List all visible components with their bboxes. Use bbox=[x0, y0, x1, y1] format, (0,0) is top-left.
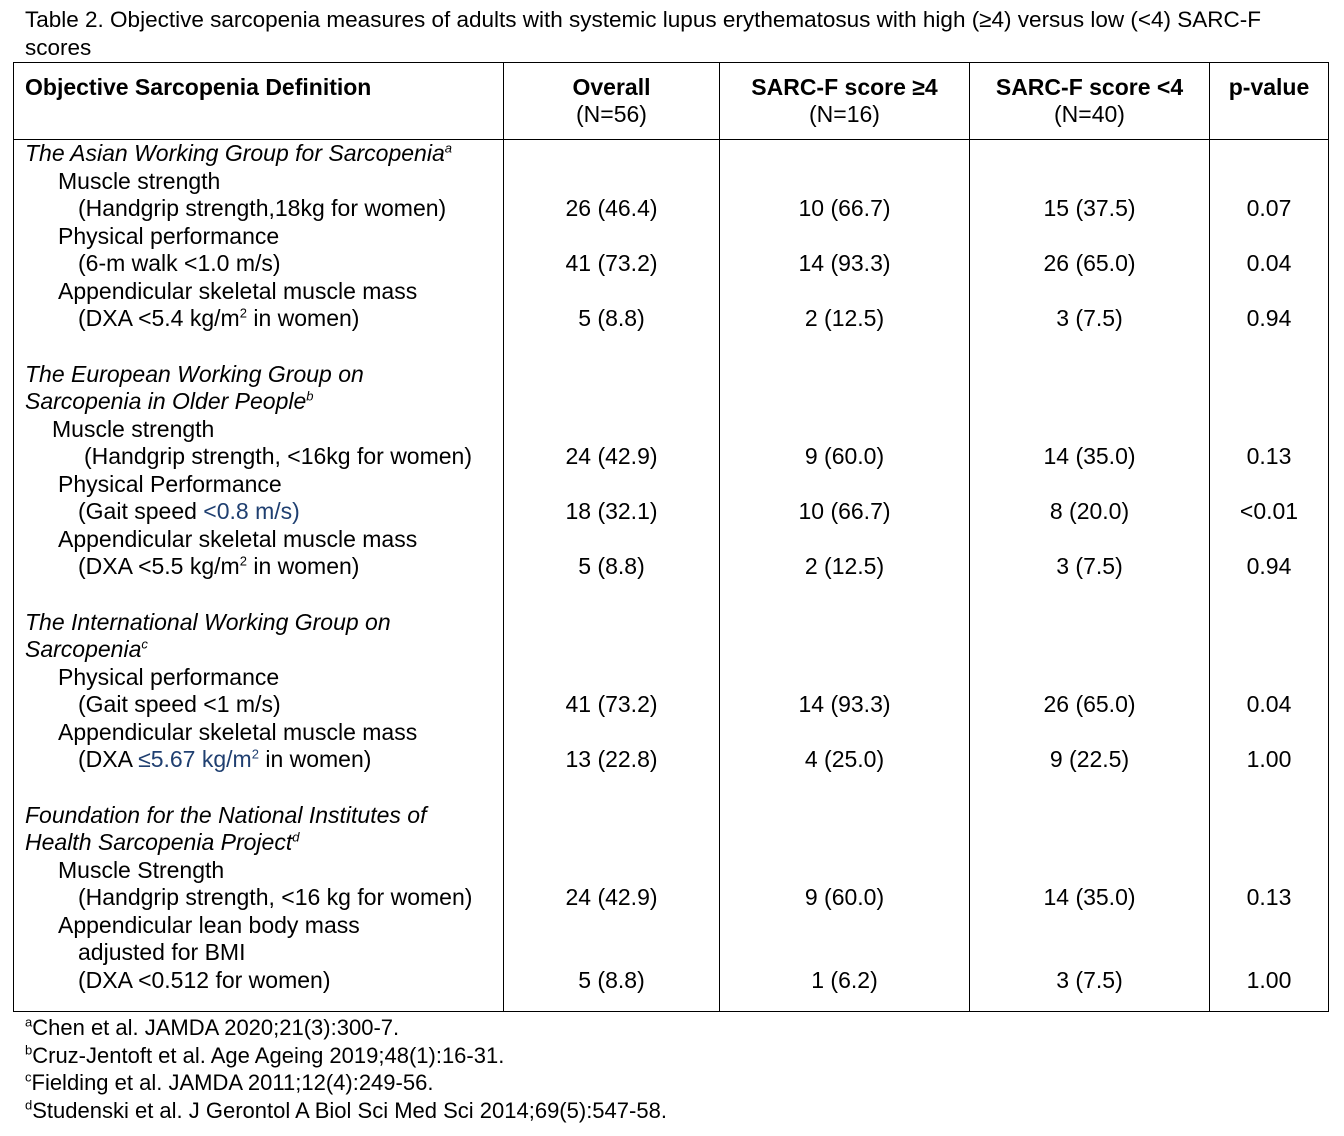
measure-label: Physical Performance bbox=[58, 470, 282, 497]
header-definition-label: Objective Sarcopenia Definition bbox=[25, 74, 372, 100]
criterion-label: (6-m walk <1.0 m/s) bbox=[78, 250, 281, 276]
header-overall-n: (N=56) bbox=[576, 101, 647, 127]
criterion-label: (Handgrip strength, <16kg for women) bbox=[84, 443, 473, 469]
measure-label: Physical performance bbox=[58, 222, 280, 249]
high-score-value: 10 (66.7) bbox=[798, 498, 891, 524]
overall-value: 5 (8.8) bbox=[578, 966, 645, 993]
criterion-label: (Handgrip strength, <16 kg for women) bbox=[78, 884, 473, 910]
overall-value: 13 (22.8) bbox=[565, 746, 658, 772]
section-title: Foundation for the National Institutes of bbox=[25, 801, 427, 828]
overall-value: 24 (42.9) bbox=[565, 443, 658, 469]
p-value: <0.01 bbox=[1239, 498, 1299, 524]
low-score-value: 8 (20.0) bbox=[1049, 498, 1130, 524]
table-caption: Table 2. Objective sarcopenia measures of adults with systemic lupus erythematosus with high (≥4) versus low (<4) SARC-F scores bbox=[25, 7, 1261, 60]
high-score-value: 10 (66.7) bbox=[798, 195, 891, 221]
criterion-label: (DXA <5.4 $kg/m^2$ in women) bbox=[78, 305, 360, 331]
p-value: 1.00 bbox=[1246, 746, 1292, 772]
overall-value: 26 (46.4) bbox=[565, 195, 658, 221]
footnote: $^c$Fielding et al. JAMDA 2011;12(4):249-56. bbox=[25, 1069, 434, 1095]
header-low-score bbox=[970, 63, 1210, 140]
overall-value: 24 (42.9) bbox=[565, 884, 658, 910]
header-high-n: (N=16) bbox=[809, 101, 880, 127]
low-score-value: 26 (65.0) bbox=[1043, 691, 1136, 717]
low-score-value: 14 (35.0) bbox=[1043, 443, 1136, 469]
section-title: The Asian Working Group for Sarcopenia$^a$ bbox=[25, 140, 452, 166]
high-score-value: 4 (25.0) bbox=[804, 746, 885, 772]
section-title: The International Working Group on bbox=[25, 608, 391, 635]
section-title-cont: Sarcopenia in Older People$^b$ bbox=[25, 388, 314, 414]
low-score-value: 9 (22.5) bbox=[1049, 746, 1130, 772]
high-score-value: 14 (93.3) bbox=[798, 250, 891, 276]
p-value: 0.94 bbox=[1246, 305, 1292, 331]
p-value: 0.04 bbox=[1246, 691, 1292, 717]
footnote: $^d$Studenski et al. J Gerontol A Biol Sci Med Sci 2014;69(5):547-58. bbox=[25, 1097, 667, 1123]
high-score-column bbox=[720, 140, 970, 1012]
header-high-title: SARC-F score ≥4 bbox=[751, 74, 938, 100]
high-score-value: 2 (12.5) bbox=[804, 305, 885, 331]
table-body-row bbox=[14, 140, 1329, 1012]
criterion-label: (DXA ≤5.67 $kg/m^2$ in women) bbox=[78, 746, 372, 772]
section-title-cont: Health Sarcopenia Project$^d$ bbox=[25, 829, 300, 855]
overall-column bbox=[504, 140, 720, 1012]
p-value: 1.00 bbox=[1246, 966, 1292, 993]
footnote: $^a$Chen et al. JAMDA 2020;21(3):300-7. bbox=[25, 1014, 400, 1040]
p-value-column bbox=[1210, 140, 1329, 1012]
overall-value: 5 (8.8) bbox=[578, 553, 645, 579]
footnotes bbox=[25, 1014, 667, 1124]
criterion-label: (Gait speed <1 m/s) bbox=[78, 691, 281, 717]
measure-label: Appendicular lean body mass bbox=[58, 911, 360, 938]
measure-label: Appendicular skeletal muscle mass bbox=[58, 277, 418, 304]
high-score-value: 14 (93.3) bbox=[798, 691, 891, 717]
header-definition bbox=[14, 63, 504, 140]
section-title: The European Working Group on bbox=[25, 360, 364, 387]
measure-label: Muscle Strength bbox=[58, 856, 225, 883]
definition-column bbox=[14, 140, 504, 1012]
header-overall bbox=[504, 63, 720, 140]
low-score-value: 14 (35.0) bbox=[1043, 884, 1136, 910]
sarcopenia-table bbox=[13, 62, 1329, 1012]
high-score-value: 1 (6.2) bbox=[811, 966, 878, 993]
overall-value: 18 (32.1) bbox=[565, 498, 658, 524]
header-row bbox=[14, 63, 1329, 140]
low-score-value: 3 (7.5) bbox=[1056, 305, 1123, 331]
measure-label: Muscle strength bbox=[52, 415, 215, 442]
criterion-label: (DXA <0.512 for women) bbox=[78, 966, 331, 993]
measure-label: Muscle strength bbox=[58, 167, 221, 194]
p-value: 0.07 bbox=[1246, 195, 1292, 221]
p-value: 0.04 bbox=[1246, 250, 1292, 276]
measure-label-cont: adjusted for BMI bbox=[78, 939, 246, 965]
footnote: $^b$Cruz-Jentoft et al. Age Ageing 2019;48(1):16-31. bbox=[25, 1042, 505, 1068]
low-score-value: 3 (7.5) bbox=[1056, 966, 1123, 993]
overall-value: 41 (73.2) bbox=[565, 691, 658, 717]
high-score-value: 2 (12.5) bbox=[804, 553, 885, 579]
overall-value: 5 (8.8) bbox=[578, 305, 645, 331]
criterion-label: (DXA <5.5 $kg/m^2$ in women) bbox=[78, 553, 360, 579]
header-p-label: p-value bbox=[1228, 74, 1310, 100]
low-score-value: 26 (65.0) bbox=[1043, 250, 1136, 276]
header-overall-title: Overall bbox=[572, 74, 651, 100]
high-score-value: 9 (60.0) bbox=[804, 443, 885, 469]
header-low-n: (N=40) bbox=[1054, 101, 1125, 127]
p-value: 0.94 bbox=[1246, 553, 1292, 579]
p-value: 0.13 bbox=[1246, 884, 1292, 910]
header-low-title: SARC-F score <4 bbox=[995, 74, 1184, 100]
header-high-score bbox=[720, 63, 970, 140]
overall-value: 41 (73.2) bbox=[565, 250, 658, 276]
measure-label: Physical performance bbox=[58, 663, 280, 690]
high-score-value: 9 (60.0) bbox=[804, 884, 885, 910]
header-p-value bbox=[1210, 63, 1329, 140]
measure-label: Appendicular skeletal muscle mass bbox=[58, 525, 418, 552]
low-score-column bbox=[970, 140, 1210, 1012]
low-score-value: 3 (7.5) bbox=[1056, 553, 1123, 579]
measure-label: Appendicular skeletal muscle mass bbox=[58, 718, 418, 745]
section-title-cont: Sarcopenia$^c$ bbox=[25, 636, 148, 662]
p-value: 0.13 bbox=[1246, 443, 1292, 469]
criterion-label: (Gait speed <0.8 m/s) bbox=[78, 498, 300, 524]
low-score-value: 15 (37.5) bbox=[1043, 195, 1136, 221]
criterion-label: (Handgrip strength,18kg for women) bbox=[78, 195, 447, 221]
